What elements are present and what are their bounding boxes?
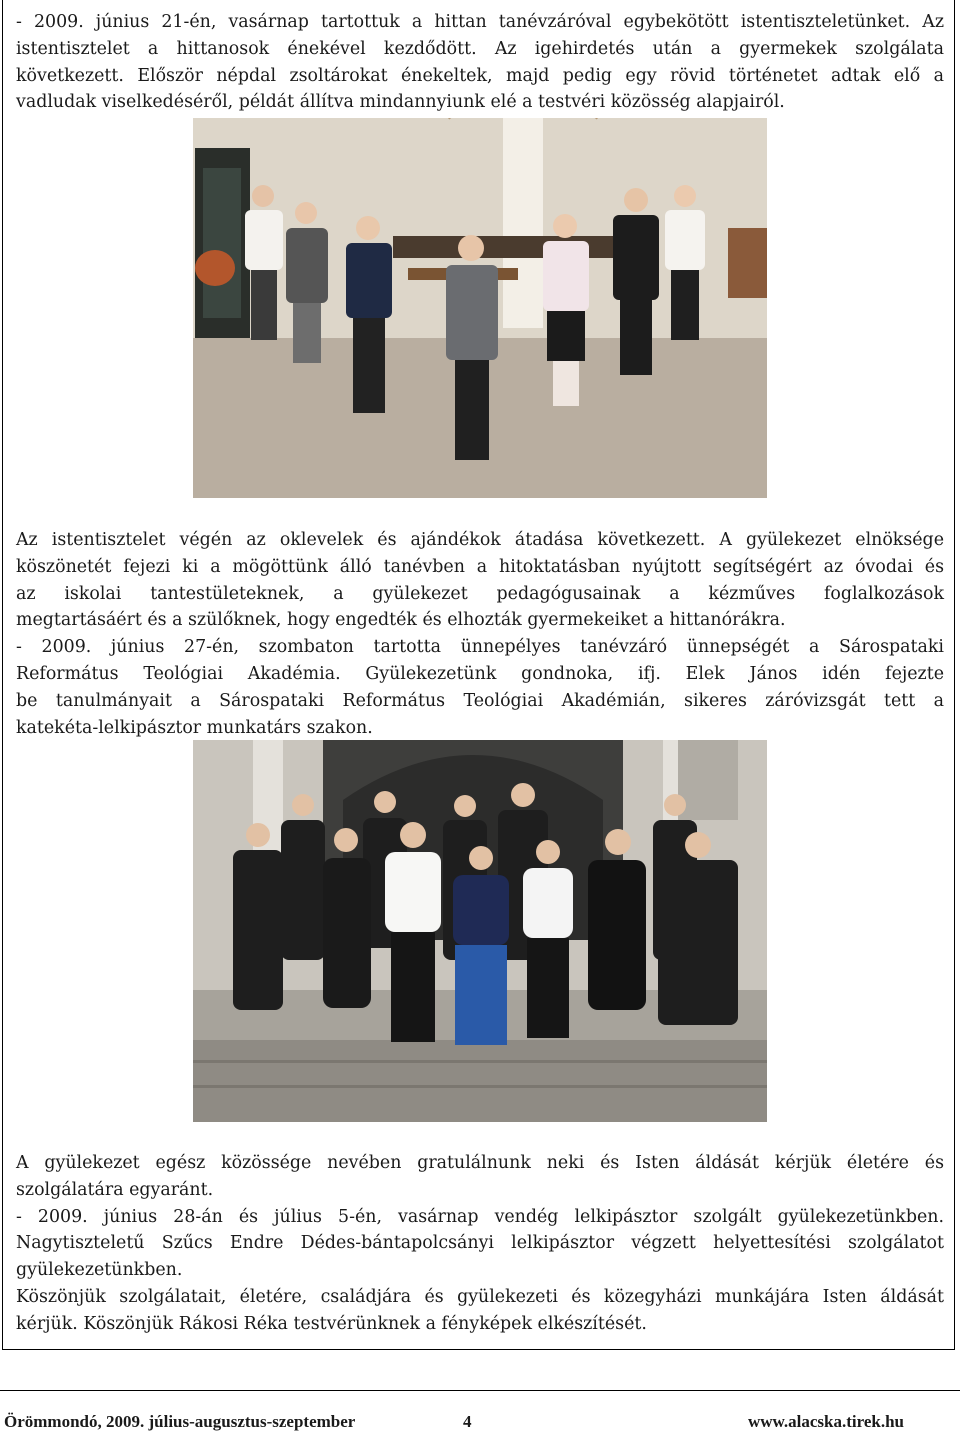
text-line: Nagytiszteletű Szűcs Endre Dédes-bántapolcsányi lelkipásztor végzett helyettesítési szolgálatot <box>16 1233 944 1254</box>
paragraph-certificates-academy <box>16 527 944 741</box>
footer-website: www.alacska.tirek.hu <box>748 1412 905 1431</box>
text-line: kérjük. Köszönjük Rákosi Réka testvérünknek a fényképek elkészítését. <box>16 1313 647 1334</box>
text-line: gyülekezetünkben. <box>16 1260 183 1281</box>
footer-page-number: 4 <box>463 1412 472 1431</box>
text-line: köszönetét fejezi ki a mögöttünk álló tanévben a hitoktatásban nyújtott segítségért az óvodai és <box>16 556 944 577</box>
text-line: A gyülekezet egész közössége nevében gratulálnunk neki és Isten áldását kérjük életére és <box>16 1153 944 1173</box>
text-line: szolgálatára egyaránt. <box>16 1179 214 1200</box>
text-line: az iskolai tantestületeknek, a gyülekezet pedagógusainak a kézműves foglalkozások <box>16 583 944 604</box>
text-line: katekéta-lelkipásztor munkatárs szakon. <box>16 717 373 738</box>
text-line: megtartásáért és a szülőknek, hogy engedték és elhozták gyermekeiket a hittanórákra. <box>16 610 786 631</box>
photo-children-certificates <box>193 118 767 498</box>
text-line: következett. Először népdal zsoltárokat énekeltek, majd pedig egy rövid történetet adtak elő a <box>16 65 944 86</box>
text-line: - 2009. június 27-én, szombaton tartotta ünnepélyes tanévzáró ünnepségét a Sárospataki <box>16 637 944 658</box>
footer-publication: Örömmondó, 2009. július-augusztus-szeptember <box>4 1412 356 1431</box>
text-line: Református Teológiai Akadémia. Gyülekezetünk gondnoka, ifj. Elek János idén fejezte <box>16 663 944 684</box>
paragraph-congratulations <box>16 1150 944 1338</box>
footer-divider <box>0 1390 960 1391</box>
text-line: Az istentisztelet végén az oklevelek és ajándékok átadása következett. A gyülekezet elnöksége <box>16 530 944 550</box>
text-line: - 2009. június 21-én, vasárnap tartottuk a hittan tanévzáróval egybekötött istentiszteletünket. Az <box>16 12 944 32</box>
text-line: be tanulmányait a Sárospataki Református Teológiai Akadémián, sikeres záróvizsgát tett a <box>16 690 944 711</box>
text-line: vadludak viselkedéséről, példát állítva mindannyiunk elé a testvéri közösség alapjairól. <box>16 92 785 113</box>
text-line: - 2009. június 28-án és július 5-én, vasárnap vendég lelkipásztor szolgált gyülekezetünkben. <box>16 1206 944 1227</box>
text-line: istentisztelet a hittanosok énekével kezdődött. Az igehirdetés után a gyermekek szolgálata <box>16 38 944 59</box>
text-line: Köszönjük szolgálatait, életére, családjára és gyülekezeti és közegyházi munkájára Isten áldását <box>16 1286 944 1307</box>
photo-graduation-group <box>193 740 767 1122</box>
paragraph-children-service <box>16 9 944 116</box>
